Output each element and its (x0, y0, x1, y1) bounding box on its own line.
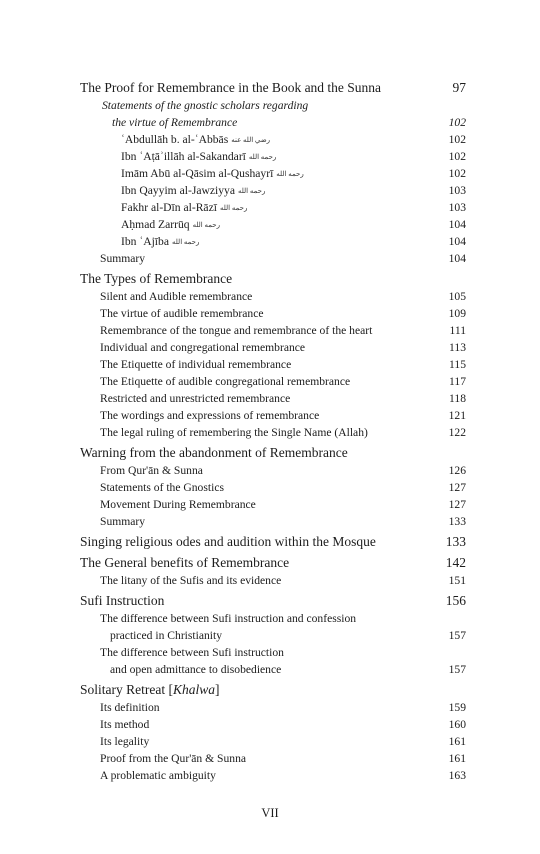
toc-entry-title: The Etiquette of audible congregational remembrance (100, 375, 351, 388)
toc-entry-title: Ibn Qayyim al-Jawziyya رحمه الله (121, 184, 266, 197)
toc-section-entry (0, 390, 540, 407)
toc-entry-title-continuation: and open admittance to disobedience (110, 663, 282, 676)
toc-section-entry (0, 610, 540, 644)
toc-subsection-entry (0, 233, 540, 250)
toc-entry-page: 102 (448, 167, 466, 180)
toc-chapter-entry (0, 443, 540, 462)
toc-entry-page: 103 (448, 184, 466, 197)
toc-chapter-entry (0, 680, 540, 699)
toc-section-entry (0, 572, 540, 589)
toc-entry-page: 118 (449, 392, 466, 405)
toc-entry-page: 133 (448, 515, 466, 528)
toc-entry-title: Movement During Remembrance (100, 498, 256, 511)
honorific-glyph: رحمه الله (192, 221, 220, 229)
toc-entry-page: 142 (445, 555, 466, 570)
toc-entry-title: Statements of the Gnostics (100, 481, 224, 494)
toc-section-entry (0, 356, 540, 373)
toc-entry-page: 159 (448, 701, 466, 714)
toc-entry-page: 121 (448, 409, 466, 422)
toc-entry-title: Its legality (100, 735, 150, 748)
toc-entry-page: 102 (448, 116, 466, 129)
toc-chapter-entry (0, 269, 540, 288)
toc-entry-title: Summary (100, 515, 146, 528)
toc-entry-title: The difference between Sufi instruction and open admittance to disobedience (100, 646, 284, 676)
toc-section-entry (0, 496, 540, 513)
toc-entry-page: 157 (448, 663, 466, 676)
toc-entry-page: 122 (448, 426, 466, 439)
toc-entry-title: ʿAbdullāh b. al-ʿAbbās رضي الله عنه (121, 133, 271, 146)
toc-section-entry (0, 750, 540, 767)
honorific-glyph: رحمه الله (248, 153, 277, 161)
toc-chapter-entry (0, 532, 540, 551)
toc-section-entry (0, 513, 540, 530)
toc-entry-title: The Types of Remembrance (80, 271, 233, 286)
toc-subsection-entry (0, 182, 540, 199)
toc-subsection-entry (0, 216, 540, 233)
toc-entry-title: Fakhr al-Dīn al-Rāzī رحمه الله (121, 201, 248, 214)
honorific-glyph: رضي الله عنه (231, 136, 271, 144)
toc-entry-page: 117 (449, 375, 466, 388)
toc-section-entry (0, 733, 540, 750)
toc-entry-title: Ibn ʿAṭāʾillāh al-Sakandarī رحمه الله (121, 150, 277, 163)
toc-section-entry (0, 424, 540, 441)
toc-section-entry (0, 250, 540, 267)
toc-chapter-entry (0, 553, 540, 572)
toc-section-entry (0, 479, 540, 496)
toc-chapter-entry (0, 591, 540, 610)
toc-entry-title: The Proof for Remembrance in the Book and the Sunna (80, 80, 382, 95)
toc-entry-title-continuation: practiced in Christianity (110, 629, 223, 642)
toc-entry-title: The litany of the Sufis and its evidence (100, 574, 282, 587)
toc-chapter-entry (0, 78, 540, 97)
toc-entry-title: Silent and Audible remembrance (100, 290, 253, 303)
table-of-contents (0, 78, 540, 784)
toc-entry-page: 102 (448, 133, 466, 146)
toc-entry-title: The Etiquette of individual remembrance (100, 358, 292, 371)
toc-entry-page: 160 (448, 718, 466, 731)
toc-entry-page: 161 (448, 735, 466, 748)
toc-entry-page: 126 (448, 464, 466, 477)
toc-section-entry (0, 644, 540, 678)
toc-entry-title: Its method (100, 718, 150, 731)
honorific-glyph: رحمه الله (171, 238, 200, 246)
toc-entry-page: 113 (449, 341, 466, 354)
toc-entry-title: The difference between Sufi instruction and confession practiced in Christianity (100, 612, 357, 642)
toc-subsection-entry (0, 199, 540, 216)
honorific-glyph: رحمه الله (237, 187, 266, 195)
toc-entry-page: 97 (452, 80, 466, 95)
toc-entry-page: 103 (448, 201, 466, 214)
toc-entry-page: 127 (448, 498, 466, 511)
toc-entry-title: The legal ruling of remembering the Single Name (Allah) (100, 426, 368, 439)
toc-section-entry (0, 322, 540, 339)
toc-entry-title: Singing religious odes and audition within the Mosque (80, 534, 376, 549)
toc-entry-title: Imām Abū al-Qāsim al-Qushayrī رحمه الله (121, 167, 304, 180)
toc-entry-page: 161 (448, 752, 466, 765)
toc-entry-title: Proof from the Qur'ān & Sunna (100, 752, 247, 765)
toc-entry-page: 157 (448, 629, 466, 642)
honorific-glyph: رحمه الله (219, 204, 248, 212)
toc-section-entry (0, 373, 540, 390)
toc-entry-title: Warning from the abandonment of Remembrance (80, 445, 348, 460)
toc-entry-title: The General benefits of Remembrance (80, 555, 290, 570)
toc-section-entry (0, 339, 540, 356)
toc-subsection-entry (0, 148, 540, 165)
toc-entry-title: the virtue of Remembrance (112, 116, 238, 129)
toc-section-entry (0, 97, 540, 114)
toc-section-entry (0, 288, 540, 305)
toc-entry-title: A problematic ambiguity (100, 769, 216, 782)
toc-entry-title: From Qur'ān & Sunna (100, 464, 203, 477)
toc-entry-page: 105 (448, 290, 466, 303)
toc-subsection-entry (0, 131, 540, 148)
toc-entry-page: 151 (448, 574, 466, 587)
toc-entry-title: Restricted and unrestricted remembrance (100, 392, 291, 405)
toc-entry-title: Its definition (100, 701, 160, 714)
toc-entry-title: The wordings and expressions of remembrance (100, 409, 320, 422)
toc-entry-page: 104 (448, 218, 466, 231)
toc-section-entry (0, 407, 540, 424)
toc-entry-title: Individual and congregational remembrance (100, 341, 306, 354)
toc-subsection-entry (0, 165, 540, 182)
toc-entry-title: Solitary Retreat [Khalwa] (80, 682, 220, 697)
toc-entry-page: 133 (445, 534, 466, 549)
toc-entry-page: 104 (448, 235, 466, 248)
honorific-glyph: رحمه الله (276, 170, 304, 178)
toc-section-entry (0, 305, 540, 322)
toc-section-entry (0, 716, 540, 733)
toc-entry-title: Summary (100, 252, 146, 265)
toc-section-entry (0, 462, 540, 479)
page-number: VII (261, 806, 279, 820)
toc-entry-page: 102 (448, 150, 466, 163)
toc-entry-page: 127 (448, 481, 466, 494)
toc-section-entry (0, 699, 540, 716)
toc-entry-title: Sufi Instruction (80, 593, 165, 608)
toc-entry-title: The virtue of audible remembrance (100, 307, 264, 320)
toc-entry-page: 163 (448, 769, 466, 782)
toc-entry-title-italic: Khalwa (172, 682, 215, 697)
toc-entry-page: 115 (449, 358, 466, 371)
toc-entry-title: Statements of the gnostic scholars regarding (102, 99, 309, 112)
toc-entry-page: 109 (448, 307, 466, 320)
toc-subsection-entry (0, 114, 540, 131)
toc-entry-page: 111 (449, 324, 466, 337)
toc-entry-page: 156 (445, 593, 466, 608)
toc-section-entry (0, 767, 540, 784)
toc-entry-page: 104 (448, 252, 466, 265)
toc-entry-title: Remembrance of the tongue and remembrance of the heart (100, 324, 373, 337)
toc-entry-title: Ibn ʿAjība رحمه الله (121, 235, 200, 248)
toc-entry-title: Aḥmad Zarrūq رحمه الله (121, 218, 220, 231)
